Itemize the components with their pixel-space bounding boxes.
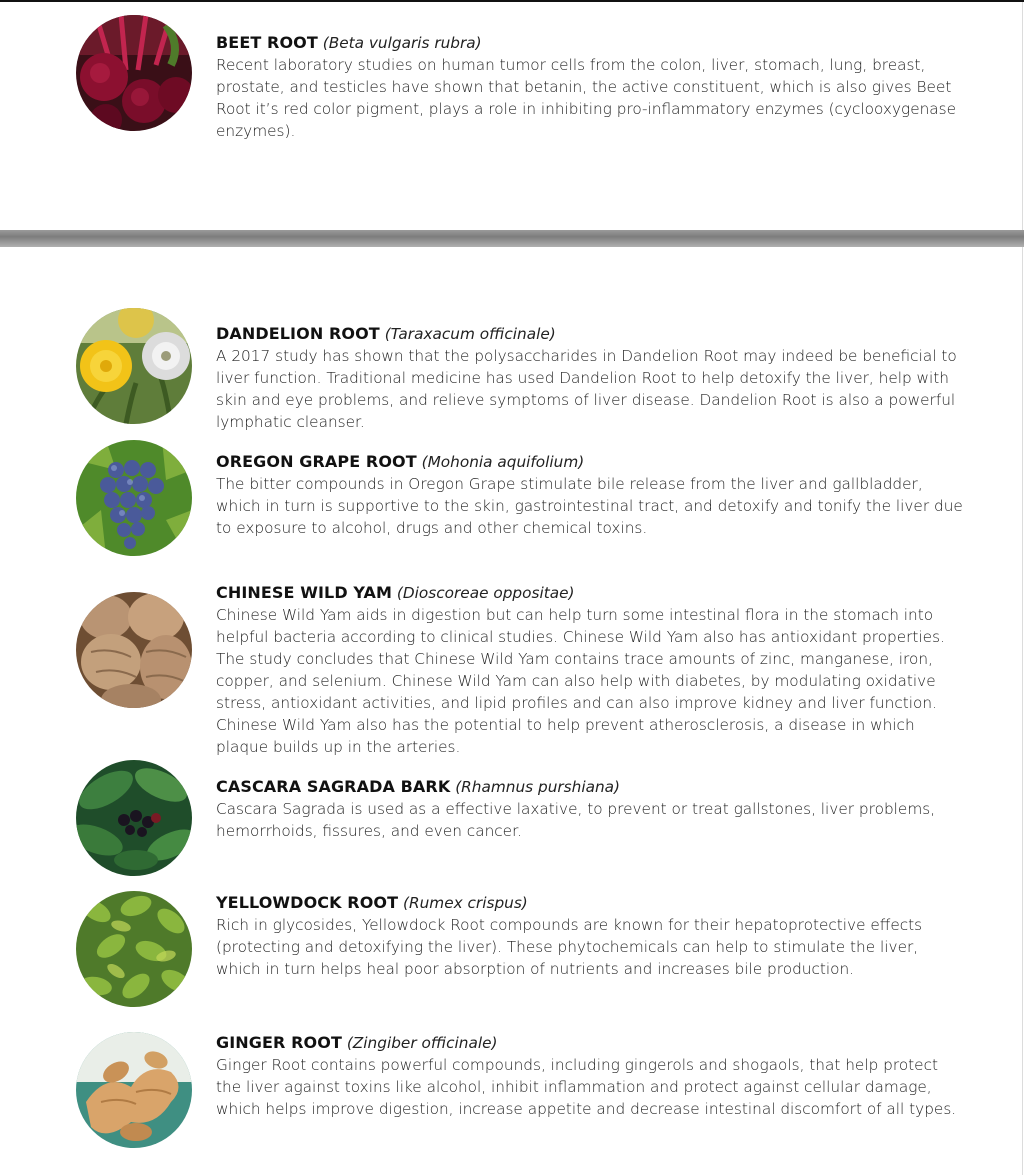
ingredient-latin-name: (Beta vulgaris rubra): [322, 34, 482, 52]
ingredient-name: BEET ROOT: [216, 33, 318, 52]
ingredient-latin-name: (Dioscoreae oppositae): [396, 584, 575, 602]
ingredient-heading: [216, 892, 966, 914]
ingredient-description: A 2017 study has shown that the polysaccharides in Dandelion Root may indeed be beneficial to liver function. Traditional medicine has used Dandelion Root to help detoxify the liver, help with skin and eye problems, and relieve symptoms of liver disease. Dandelion Root is also a powerful lymphatic cleanser.: [216, 347, 957, 431]
ingredient-name: CASCARA SAGRADA BARK: [216, 777, 451, 796]
ingredient-heading: [216, 32, 966, 54]
ingredient-name: YELLOWDOCK ROOT: [216, 893, 399, 912]
ingredient-name: DANDELION ROOT: [216, 324, 380, 343]
dandelion-photo: [76, 308, 192, 424]
oregon-grape-photo: [76, 440, 192, 556]
yellowdock-photo: [76, 891, 192, 1007]
ingredient-description: The bitter compounds in Oregon Grape stimulate bile release from the liver and gallbladder, which in turn is supportive to the skin, gastrointestinal tract, and detoxify and tonify the liver due to exposure to alcohol, drugs and other chemical toxins.: [216, 475, 963, 537]
ingredient-description: Ginger Root contains powerful compounds, including gingerols and shogaols, that help protect the liver against toxins like alcohol, inhibit inflammation and protect against cellular damage, which helps improve digestion, increase appetite and decrease intestinal discomfort of all types.: [216, 1056, 957, 1118]
ingredient-heading: [216, 582, 966, 604]
wild-yam-photo: [76, 592, 192, 708]
ingredient-heading: [216, 776, 966, 798]
ingredient-name: GINGER ROOT: [216, 1033, 342, 1052]
ingredient-description: Chinese Wild Yam aids in digestion but can help turn some intestinal flora in the stomach into helpful bacteria according to clinical studies. Chinese Wild Yam also has antioxidant properties. The study concludes that Chinese Wild Yam contains trace amounts of zinc, manganese, iron, copper, and selenium. Chinese Wild Yam can also help with diabetes, by modulating oxidative stress, antioxidant activities, and lipid profiles and can also improve kidney and liver function. Chinese Wild Yam also has the potential to help prevent atherosclerosis, a disease in which plaque builds up in the arteries.: [216, 606, 945, 756]
ingredient-heading: [216, 451, 966, 473]
ingredient-latin-name: (Rhamnus purshiana): [455, 778, 621, 796]
ingredient-description: Rich in glycosides, Yellowdock Root compounds are known for their hepatoprotective effects (protecting and detoxifying the liver). These phytochemicals can help to stimulate the liver, which in turn helps heal poor absorption of nutrients and increases bile production.: [216, 916, 923, 978]
cascara-photo: [76, 760, 192, 876]
ingredient-latin-name: (Mohonia aquifolium): [421, 453, 585, 471]
ingredient-latin-name: (Zingiber officinale): [346, 1034, 498, 1052]
ingredient-latin-name: (Taraxacum officinale): [384, 325, 556, 343]
ingredient-heading: [216, 323, 966, 345]
ingredient-description: Cascara Sagrada is used as a effective laxative, to prevent or treat gallstones, liver problems, hemorrhoids, fissures, and even cancer.: [216, 800, 936, 840]
ingredient-description: Recent laboratory studies on human tumor cells from the colon, liver, stomach, lung, breast, prostate, and testicles have shown that betanin, the active constituent, which is also gives Beet Root it’s red color pigment, plays a role in inhibiting pro-inflammatory enzymes (cyclooxygenase enzymes).: [216, 56, 957, 140]
ingredient-heading: [216, 1032, 966, 1054]
ingredient-name: CHINESE WILD YAM: [216, 583, 393, 602]
ingredient-name: OREGON GRAPE ROOT: [216, 452, 417, 471]
ginger-photo: [76, 1032, 192, 1148]
ingredient-latin-name: (Rumex crispus): [403, 894, 528, 912]
section-divider: [0, 230, 1024, 247]
beet-root-photo: [76, 15, 192, 131]
